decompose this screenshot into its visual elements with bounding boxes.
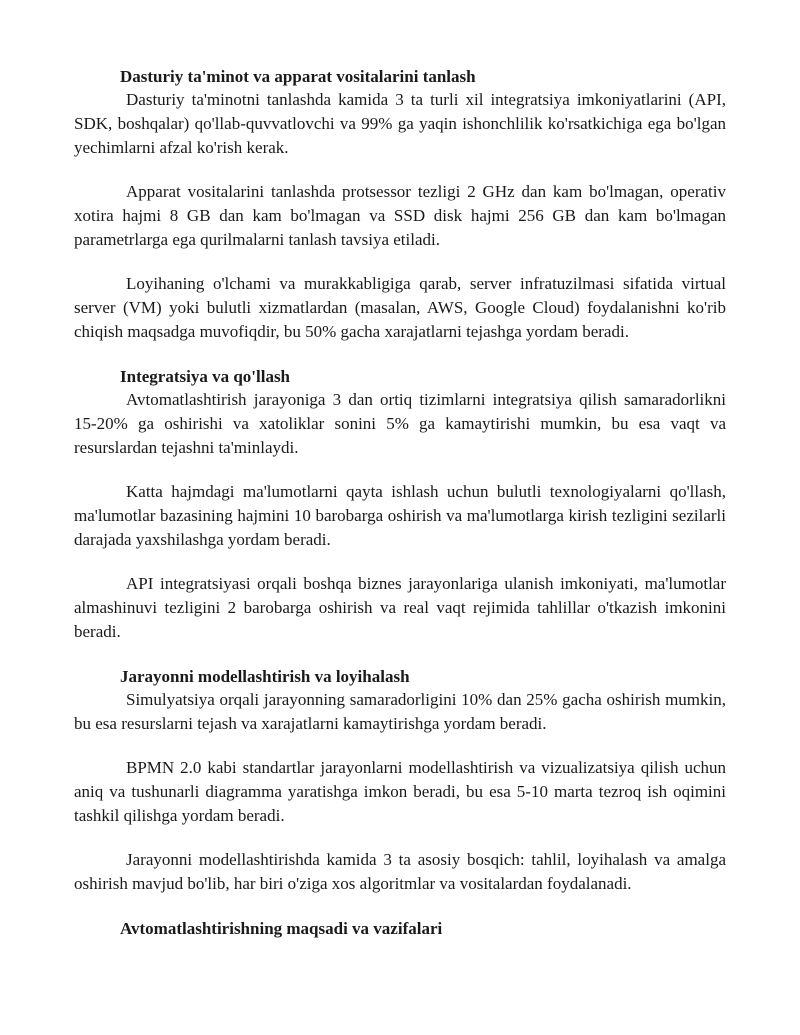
section-heading: Dasturiy ta'minot va apparat vositalarini tanlash [120, 67, 476, 86]
paragraph: Jarayonni modellashtirishda kamida 3 ta asosiy bosqich: tahlil, loyihalash va amalga oshirish mavjud bo'lib, har biri o'ziga xos algoritmlar va vositalardan foydalanadi. [74, 850, 726, 893]
paragraph: Loyihaning o'lchami va murakkabligiga qarab, server infratuzilmasi sifatida virtual server (VM) yoki bulutli xizmatlardan (masalan, AWS, Google Cloud) foydalanishni ko'rib chiqish maqsadga muvofiqdir, bu 50% gacha xarajatlarni tejashga yordam beradi. [74, 274, 726, 341]
paragraph: Apparat vositalarini tanlashda protsessor tezligi 2 GHz dan kam bo'lmagan, operativ xotira hajmi 8 GB dan kam bo'lmagan va SSD disk hajmi 256 GB dan kam bo'lmagan parametrlarga ega qurilmalarni tanlash tavsiya etiladi. [74, 182, 726, 249]
section-heading: Jarayonni modellashtirish va loyihalash [120, 667, 410, 686]
paragraph: Simulyatsiya orqali jarayonning samaradorligini 10% dan 25% gacha oshirish mumkin, bu esa resurslarni tejash va xarajatlarni kamaytirishga yordam beradi. [74, 690, 726, 733]
paragraph: BPMN 2.0 kabi standartlar jarayonlarni modellashtirish va vizualizatsiya qilish uchun aniq va tushunarli diagramma yaratishga imkon beradi, bu esa 5-10 marta tezroq ish oqimini tashkil qilishga yordam beradi. [74, 758, 726, 825]
paragraph: Dasturiy ta'minotni tanlashda kamida 3 ta turli xil integratsiya imkoniyatlarini (API, SDK, boshqalar) qo'llab-quvvatlovchi va 99% ga yaqin ishonchlilik ko'rsatkichiga ega bo'lgan yechimlarni afzal ko'rish kerak. [74, 90, 726, 157]
document-page [74, 66, 726, 940]
section-heading: Integratsiya va qo'llash [120, 367, 291, 386]
section-software-hardware [74, 66, 726, 344]
paragraph: API integratsiyasi orqali boshqa biznes jarayonlariga ulanish imkoniyati, ma'lumotlar almashinuvi tezligini 2 barobarga oshirish va real vaqt rejimida tahlillar o'tkazish imkonini beradi. [74, 574, 726, 641]
paragraph: Katta hajmdagi ma'lumotlarni qayta ishlash uchun bulutli texnologiyalarni qo'llash, ma'lumotlar bazasining hajmini 10 barobarga oshirish va ma'lumotlarga kirish tezligini sezilarli darajada yaxshilashga yordam beradi. [74, 482, 726, 549]
section-integration [74, 366, 726, 644]
section-automation-goals [74, 918, 726, 940]
paragraph: Avtomatlashtirish jarayoniga 3 dan ortiq tizimlarni integratsiya qilish samaradorlikni 15-20% ga oshirishi va xatoliklar sonini 5% ga kamaytirishi mumkin, bu esa vaqt va resurslardan tejashni ta'minlaydi. [74, 390, 726, 457]
section-heading: Avtomatlashtirishning maqsadi va vazifalari [120, 919, 443, 938]
section-process-modeling [74, 666, 726, 896]
